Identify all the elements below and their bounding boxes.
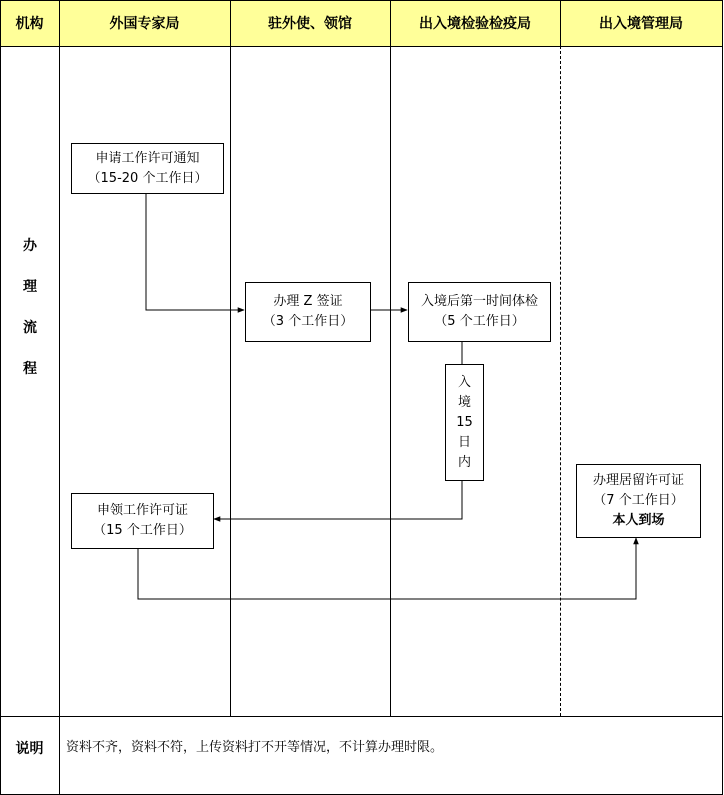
node-char: 日: [457, 434, 471, 450]
node-z-visa: [245, 282, 371, 342]
arrow-15days-to-collect: [214, 481, 462, 519]
node-char: 15: [456, 414, 473, 430]
node-requirement: 本人到场: [612, 513, 665, 528]
header-embassy-consulate: 驻外使、领馆: [230, 0, 390, 46]
node-title: 办理 Z 签证: [273, 294, 343, 309]
node-collect-work-permit: [71, 493, 214, 549]
node-duration: （15-20 个工作日）: [87, 170, 208, 186]
node-char: 内: [457, 454, 471, 470]
node-title: 申领工作许可证: [96, 503, 188, 518]
row-label-char: 流: [23, 320, 37, 336]
node-duration: （3 个工作日）: [262, 314, 354, 329]
node-title: 办理居留许可证: [592, 473, 684, 488]
row-label-char: 办: [23, 238, 37, 254]
node-health-check: [408, 282, 551, 342]
header-inspection-quarantine: 出入境检验检疫局: [390, 0, 560, 46]
header-institution: 机构: [0, 0, 59, 46]
node-duration: （5 个工作日）: [434, 314, 525, 329]
header-foreign-experts-bureau: 外国专家局: [59, 0, 230, 46]
row-label-char: 理: [23, 279, 37, 295]
header-exit-entry-admin: 出入境管理局: [560, 0, 722, 46]
row-label-char: 程: [23, 361, 37, 377]
node-duration: （15 个工作日）: [93, 523, 192, 538]
node-within-15-days: [445, 364, 484, 481]
node-apply-work-permit-notice: [71, 143, 224, 194]
arrow-notice-to-visa: [146, 194, 244, 310]
node-char: 入: [457, 374, 471, 390]
node-residence-permit: [576, 464, 701, 538]
footer-label: 说明: [15, 741, 44, 757]
node-char: 境: [457, 394, 471, 410]
footer-note: 资料不齐，资料不符，上传资料打不开等情况，不计算办理时限。: [66, 740, 444, 755]
node-title: 申请工作许可通知: [95, 150, 200, 166]
node-title: 入境后第一时间体检: [420, 294, 538, 309]
node-duration: （7 个工作日）: [593, 493, 684, 508]
